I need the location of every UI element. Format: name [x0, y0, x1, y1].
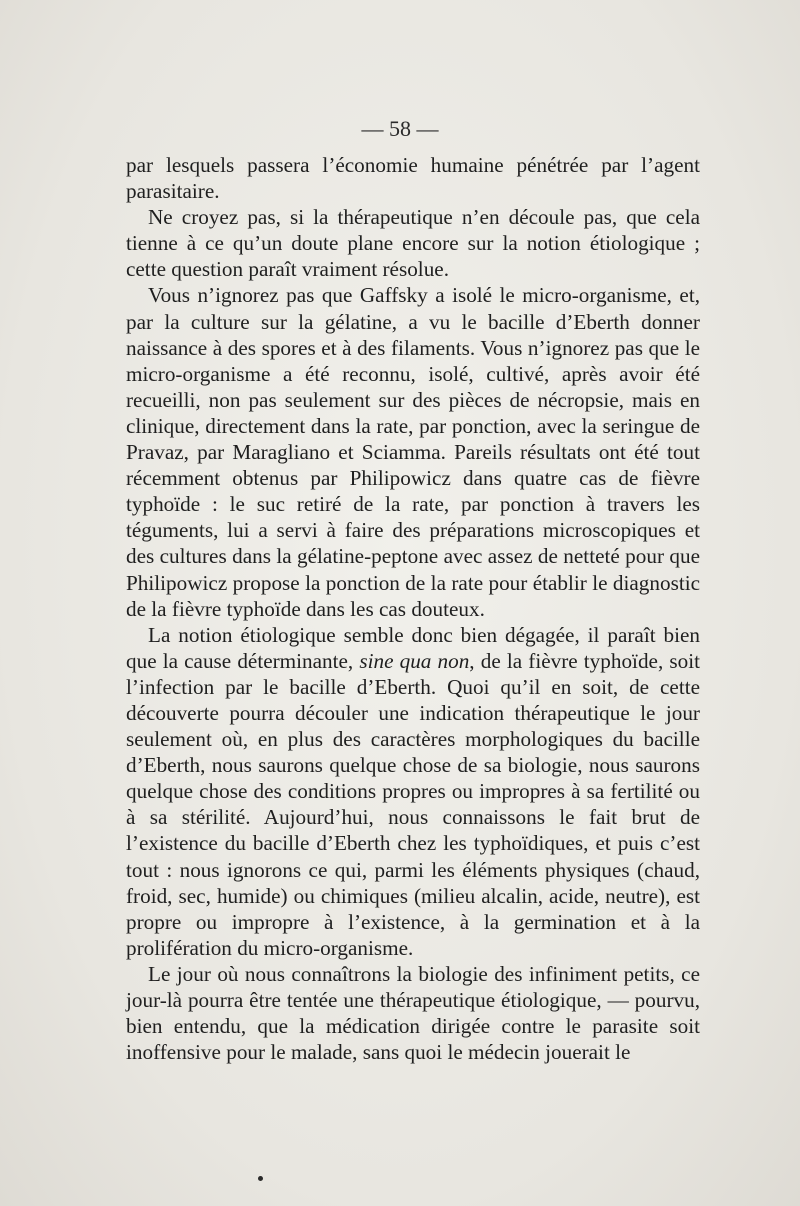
latin-phrase: sine qua non [359, 648, 470, 673]
paragraph-3: Vous n’ignorez pas que Gaffsky a isolé le micro-organisme, et, par la culture sur la gélatine, a vu le bacille d’Eberth donner naissance à des spores et à des filaments. Vous n’ignorez pas que le micro-organisme a été reconnu, isolé, cultivé, après avoir été recueilli, non pas seulement sur des pièces de nécropsie, mais en clinique, directement dans la rate, par ponction, avec la seringue de Pravaz, par Maragliano et Sciamma. Pareils résultats ont été tout récemment obtenus par Philipowicz dans quatre cas de fièvre typhoïde : le suc retiré de la rate, par ponction à travers les téguments, lui a servi à faire des préparations microscopiques et des cultures dans la gélatine-peptone avec assez de netteté pour que Philipowicz propose la ponction de la rate pour établir le diagnostic de la fièvre typhoïde dans les cas douteux. [126, 283, 700, 621]
paragraph-4-part-1: La notion étiologique semble donc bien dégagée, il paraît bien que la cause déterminante, [126, 622, 700, 673]
paragraph-1: par lesquels passera l’économie humaine pénétrée par l’agent parasitaire. [126, 153, 700, 204]
body-text [126, 152, 700, 1065]
paragraph-5: Le jour où nous connaîtrons la biologie des infiniment petits, ce jour-là pourra être tentée une thérapeutique étiologique, — pourvu, bien entendu, que la médication dirigée contre le parasite soit inoffensive pour le malade, sans quoi le médecin jouerait le [126, 961, 700, 1065]
paragraph-2: Ne croyez pas, si la thérapeutique n’en découle pas, que cela tienne à ce qu’un doute plane encore sur la notion étiologique ; cette question paraît vraiment résolue. [126, 205, 700, 282]
paragraph-4 [126, 622, 700, 961]
paragraph-4-part-2: , de la fièvre typhoïde, soit l’infection par le bacille d’Eberth. Quoi qu’il en soit, de cette découverte pourra découler une indication thérapeutique le jour seulement où, en plus des caractères morphologiques du bacille d’Eberth, nous saurons quelque chose de sa biologie, nous saurons quelque chose des conditions propres ou impropres à sa fertilité ou à sa stérilité. Aujourd’hui, nous connaissons le fait brut de l’existence du bacille d’Eberth chez les typhoïdiques, et puis c’est tout : nous ignorons ce qui, parmi les éléments physiques (chaud, froid, sec, humide) ou chimiques (milieu alcalin, acide, neutre), est propre ou impropre à l’existence, à la germination et à la prolifération du micro-organisme. [126, 648, 700, 960]
ink-speck [258, 1176, 263, 1181]
page-number: — 58 — [361, 116, 439, 141]
